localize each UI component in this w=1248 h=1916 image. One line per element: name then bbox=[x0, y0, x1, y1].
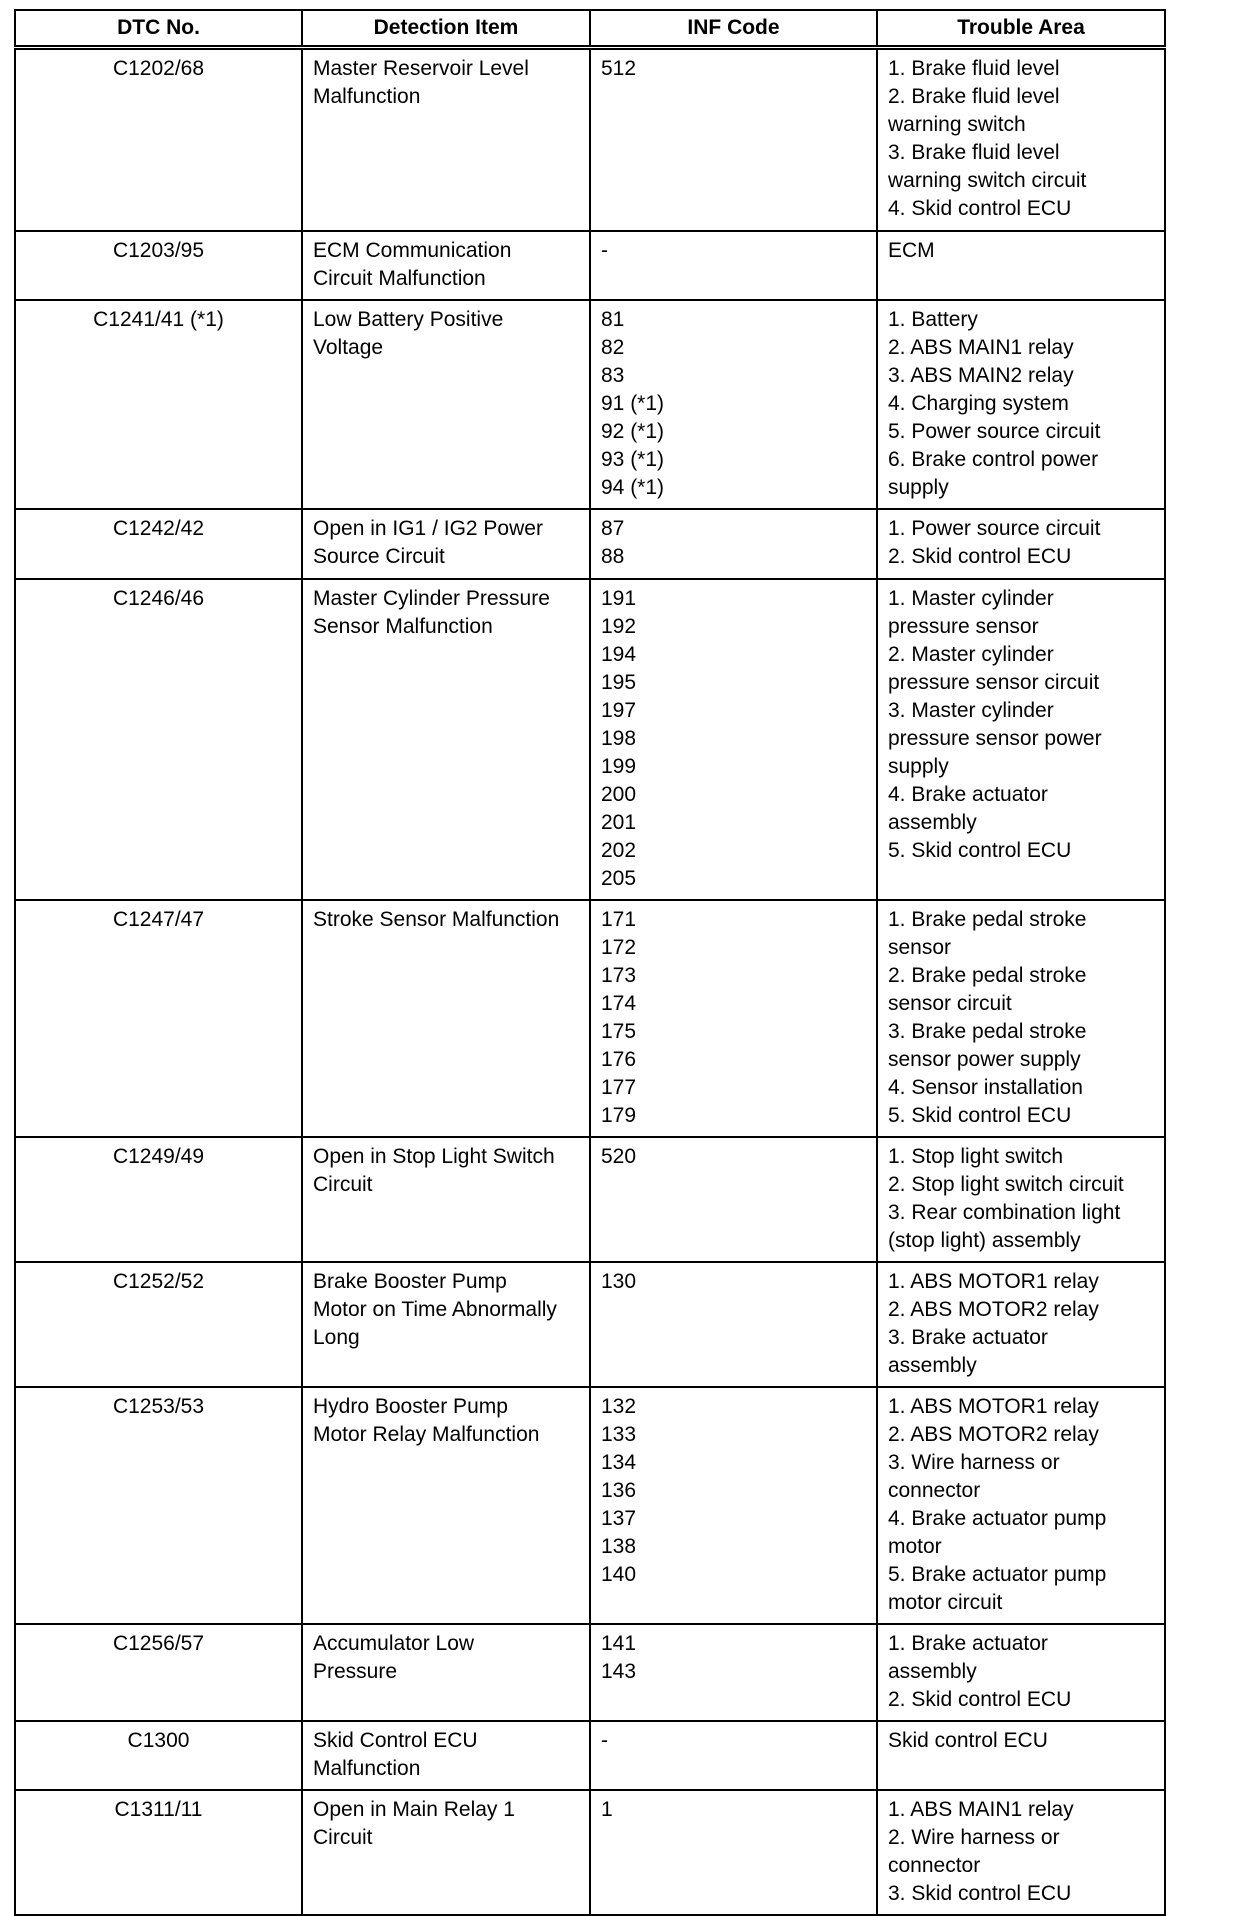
inf-code: 512 bbox=[590, 48, 877, 232]
dtc-number: C1311/11 bbox=[15, 1790, 302, 1915]
detection-item: Accumulator Low Pressure bbox=[302, 1624, 590, 1721]
table-row bbox=[15, 900, 1165, 1137]
table-row bbox=[15, 1387, 1165, 1624]
trouble-area: ECM bbox=[877, 231, 1165, 300]
dtc-number: C1252/52 bbox=[15, 1262, 302, 1387]
table-row bbox=[15, 1624, 1165, 1721]
dtc-number: C1249/49 bbox=[15, 1137, 302, 1262]
header-trouble-area: Trouble Area bbox=[877, 10, 1165, 48]
trouble-area: 1. Battery 2. ABS MAIN1 relay 3. ABS MAIN2 relay 4. Charging system 5. Power source circuit 6. Brake control power supply bbox=[877, 300, 1165, 509]
dtc-number: C1300 bbox=[15, 1721, 302, 1790]
table-row bbox=[15, 48, 1165, 232]
dtc-number: C1203/95 bbox=[15, 231, 302, 300]
detection-item: Open in Main Relay 1 Circuit bbox=[302, 1790, 590, 1915]
table-row bbox=[15, 231, 1165, 300]
table-row bbox=[15, 1721, 1165, 1790]
header-inf-code: INF Code bbox=[590, 10, 877, 48]
dtc-number: C1247/47 bbox=[15, 900, 302, 1137]
detection-item: Master Cylinder Pressure Sensor Malfunction bbox=[302, 579, 590, 900]
trouble-area: 1. ABS MOTOR1 relay 2. ABS MOTOR2 relay 3. Wire harness or connector 4. Brake actuator pump motor 5. Brake actuator pump motor circuit bbox=[877, 1387, 1165, 1624]
detection-item: Stroke Sensor Malfunction bbox=[302, 900, 590, 1137]
inf-code: 87 88 bbox=[590, 509, 877, 579]
header-row bbox=[15, 10, 1165, 48]
trouble-area: 1. Power source circuit 2. Skid control ECU bbox=[877, 509, 1165, 579]
trouble-area: 1. Stop light switch 2. Stop light switch circuit 3. Rear combination light (stop light) assembly bbox=[877, 1137, 1165, 1262]
detection-item: Low Battery Positive Voltage bbox=[302, 300, 590, 509]
trouble-area: 1. Brake pedal stroke sensor 2. Brake pedal stroke sensor circuit 3. Brake pedal stroke sensor power supply 4. Sensor installation 5. Skid control ECU bbox=[877, 900, 1165, 1137]
detection-item: Open in IG1 / IG2 Power Source Circuit bbox=[302, 509, 590, 579]
dtc-number: C1246/46 bbox=[15, 579, 302, 900]
table-row bbox=[15, 1262, 1165, 1387]
header-dtc-no: DTC No. bbox=[15, 10, 302, 48]
inf-code: 141 143 bbox=[590, 1624, 877, 1721]
table-row bbox=[15, 1790, 1165, 1915]
inf-code: 520 bbox=[590, 1137, 877, 1262]
inf-code: - bbox=[590, 231, 877, 300]
inf-code: 171 172 173 174 175 176 177 179 bbox=[590, 900, 877, 1137]
dtc-number: C1241/41 (*1) bbox=[15, 300, 302, 509]
inf-code: 81 82 83 91 (*1) 92 (*1) 93 (*1) 94 (*1) bbox=[590, 300, 877, 509]
trouble-area: 1. Brake fluid level 2. Brake fluid level warning switch 3. Brake fluid level warning switch circuit 4. Skid control ECU bbox=[877, 48, 1165, 232]
inf-code: 130 bbox=[590, 1262, 877, 1387]
detection-item: Hydro Booster Pump Motor Relay Malfunction bbox=[302, 1387, 590, 1624]
inf-code: 191 192 194 195 197 198 199 200 201 202 205 bbox=[590, 579, 877, 900]
detection-item: Master Reservoir Level Malfunction bbox=[302, 48, 590, 232]
dtc-number: C1242/42 bbox=[15, 509, 302, 579]
inf-code: - bbox=[590, 1721, 877, 1790]
table-row bbox=[15, 509, 1165, 579]
trouble-area: 1. Master cylinder pressure sensor 2. Master cylinder pressure sensor circuit 3. Master cylinder pressure sensor power supply 4. Brake actuator assembly 5. Skid control ECU bbox=[877, 579, 1165, 900]
dtc-number: C1202/68 bbox=[15, 48, 302, 232]
detection-item: Skid Control ECU Malfunction bbox=[302, 1721, 590, 1790]
dtc-number: C1256/57 bbox=[15, 1624, 302, 1721]
table-row bbox=[15, 300, 1165, 509]
inf-code: 1 bbox=[590, 1790, 877, 1915]
detection-item: Open in Stop Light Switch Circuit bbox=[302, 1137, 590, 1262]
detection-item: ECM Communication Circuit Malfunction bbox=[302, 231, 590, 300]
table-row bbox=[15, 1137, 1165, 1262]
dtc-table bbox=[14, 9, 1166, 1916]
trouble-area: 1. ABS MOTOR1 relay 2. ABS MOTOR2 relay 3. Brake actuator assembly bbox=[877, 1262, 1165, 1387]
inf-code: 132 133 134 136 137 138 140 bbox=[590, 1387, 877, 1624]
trouble-area: Skid control ECU bbox=[877, 1721, 1165, 1790]
detection-item: Brake Booster Pump Motor on Time Abnormally Long bbox=[302, 1262, 590, 1387]
table-row bbox=[15, 579, 1165, 900]
dtc-number: C1253/53 bbox=[15, 1387, 302, 1624]
trouble-area: 1. Brake actuator assembly 2. Skid control ECU bbox=[877, 1624, 1165, 1721]
header-detection-item: Detection Item bbox=[302, 10, 590, 48]
trouble-area: 1. ABS MAIN1 relay 2. Wire harness or connector 3. Skid control ECU bbox=[877, 1790, 1165, 1915]
